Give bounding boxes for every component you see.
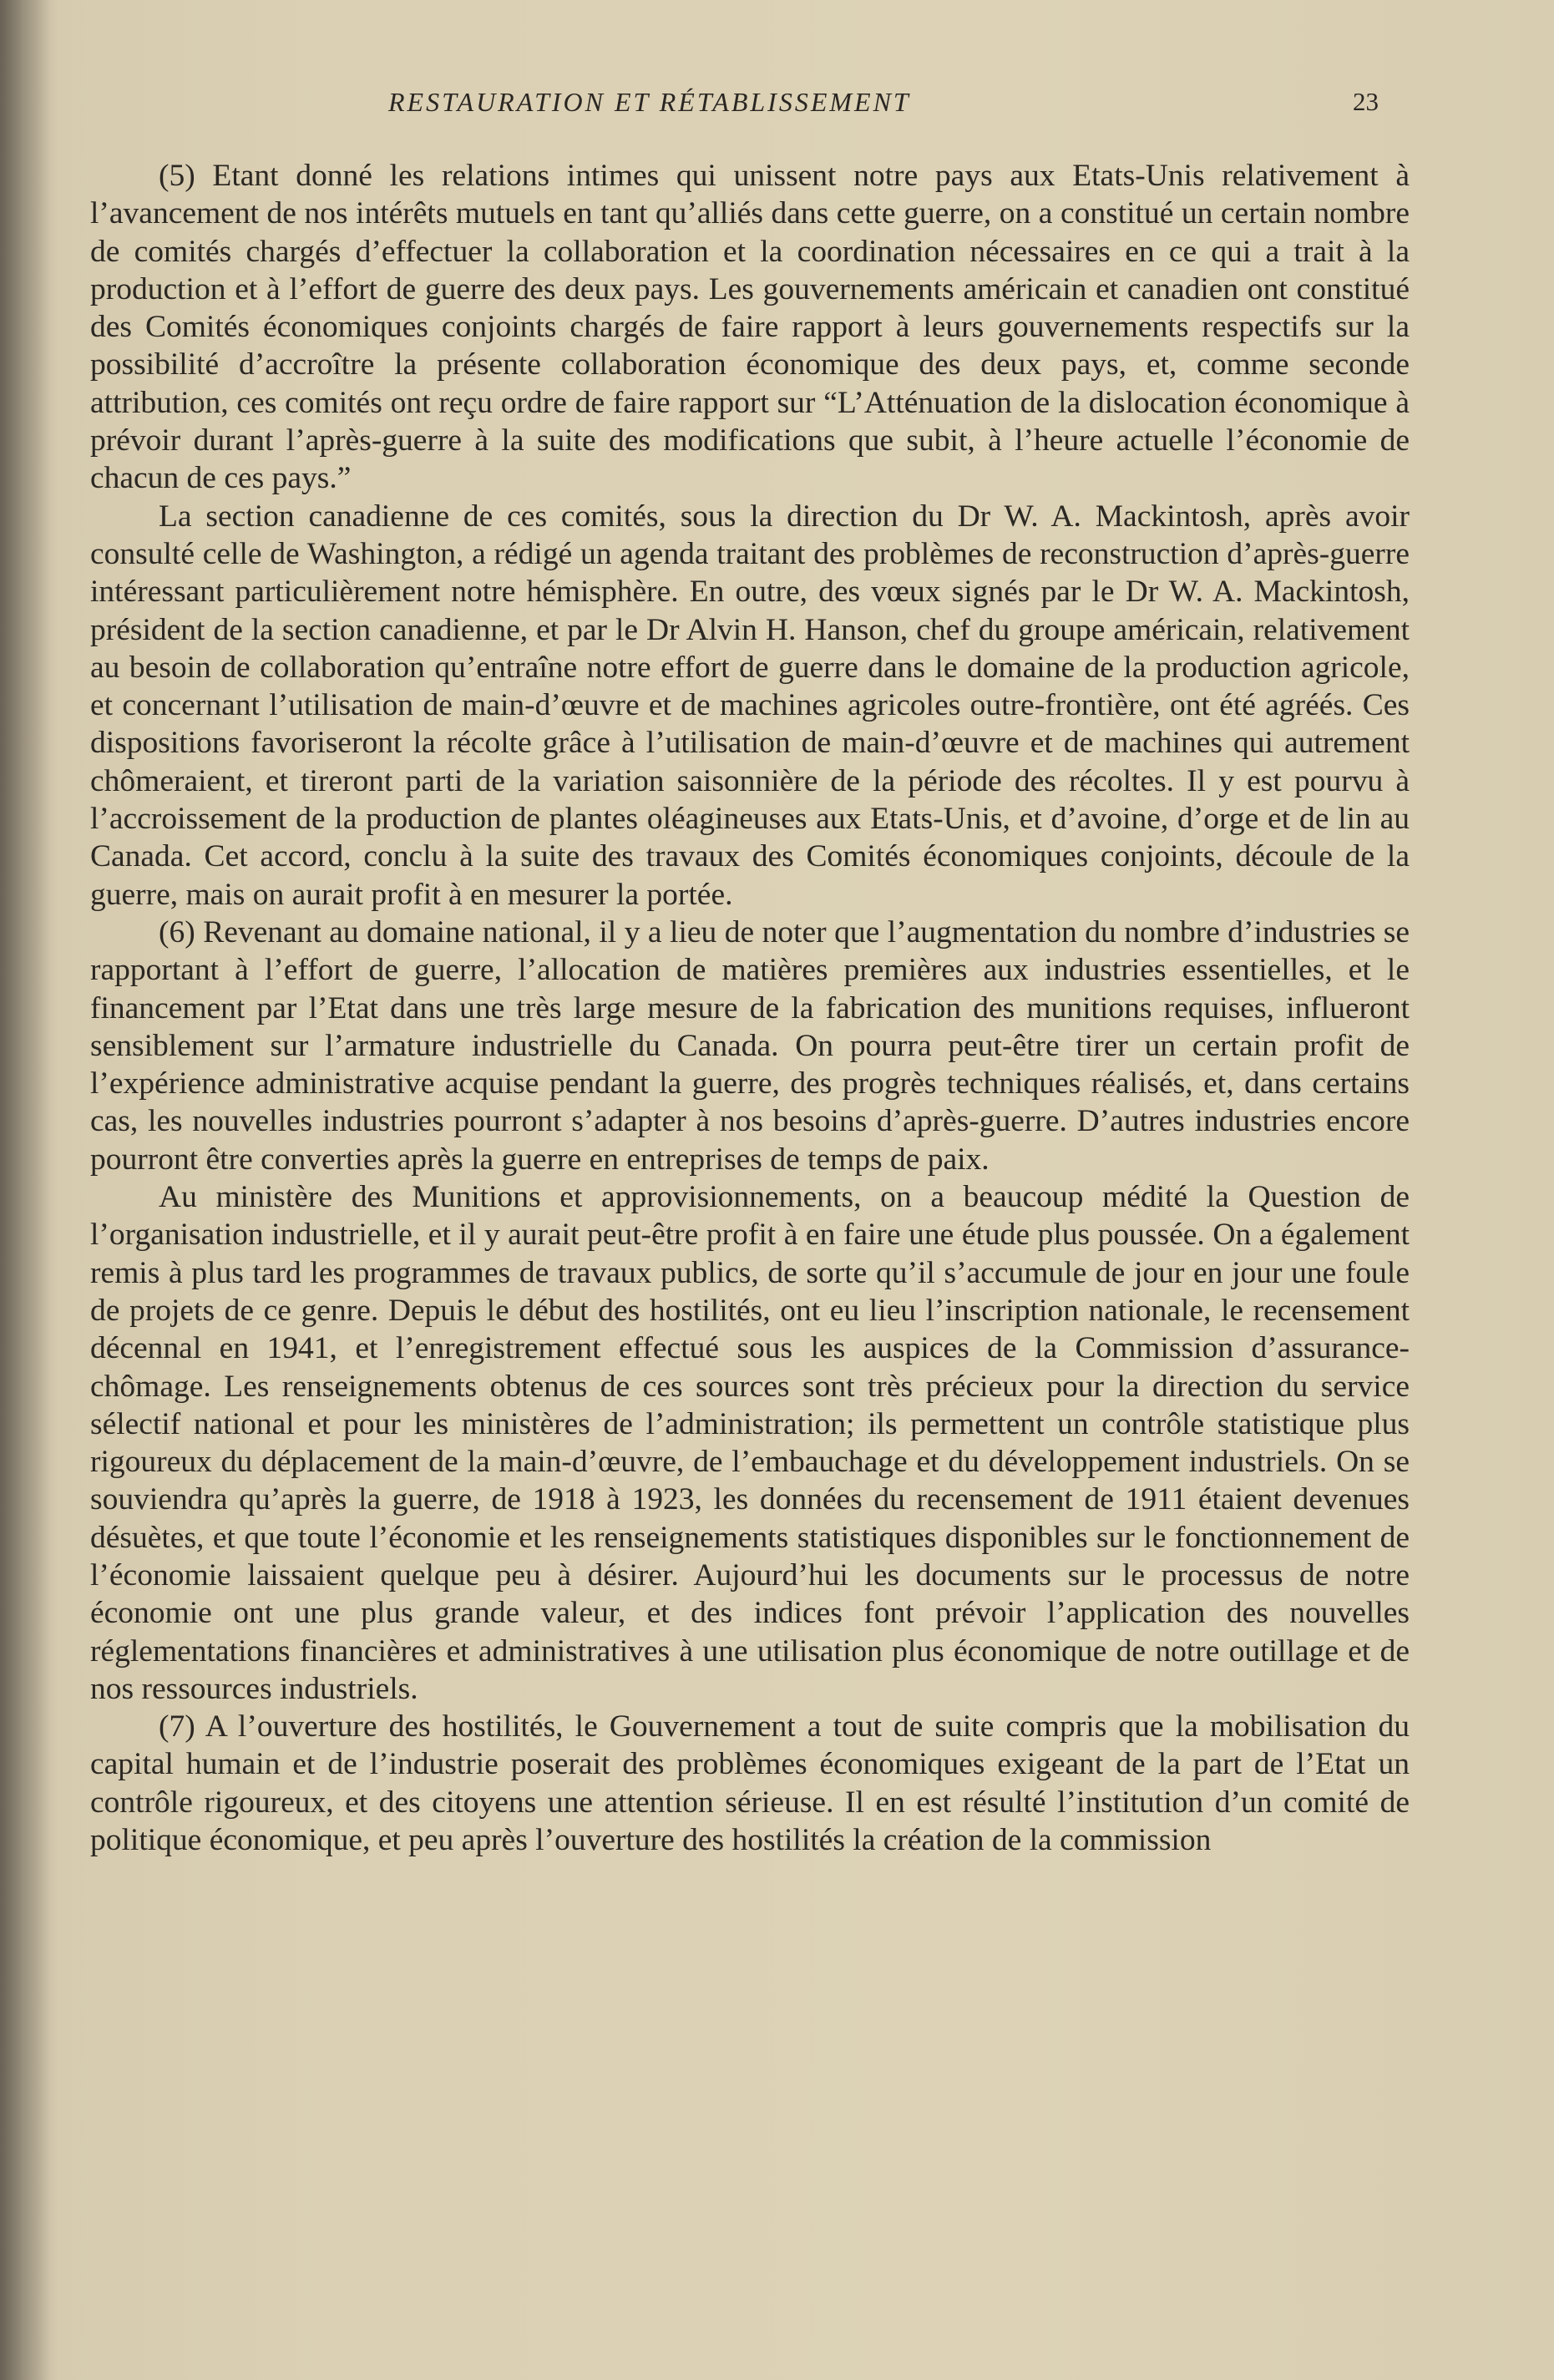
page-number: 23 <box>1353 87 1379 116</box>
paragraph-5-continued: La section canadienne de ces comités, sous la direction du Dr W. A. Mackintosh, après avoir consulté celle de Washington, a rédigé un agenda traitant des problèmes de reconstruction d’après-guerre intéressant particulièrement notre hémisphère. En outre, des vœux signés par le Dr W. A. Mackintosh, président de la section canadienne, et par le Dr Alvin H. Hanson, chef du groupe américain, relativement au besoin de collaboration qu’entraîne notre effort de guerre dans le domaine de la production agricole, et concernant l’utilisation de main-d’œuvre et de machines agricoles outre-frontière, ont été agréés. Ces dispositions favoriseront la récolte grâce à l’utilisation de main-d’œuvre et de machines qui autrement chômeraient, et tireront parti de la variation saisonnière de la période des récoltes. Il y est pourvu à l’accroissement de la production de plantes oléagineuses aux Etats-Unis, et d’avoine, d’orge et de lin au Canada. Cet accord, conclu à la suite des travaux des Comités économiques conjoints, découle de la guerre, mais on aurait profit à en mesurer la portée. <box>90 499 1410 912</box>
paragraph-7: (7) A l’ouverture des hostilités, le Gouvernement a tout de suite compris que la mobilisation du capital humain et de l’industrie poserait des problèmes économiques exigeant de la part de l’Etat un contrôle rigoureux, et des citoyens une attention sérieuse. Il en est résulté l’institution d’un comité de politique économique, et peu après l’ouverture des hostilités la création de la commission <box>90 1709 1410 1858</box>
paragraph-6: (6) Revenant au domaine national, il y a lieu de noter que l’augmentation du nombre d’industries se rapportant à l’effort de guerre, l’allocation de matières premières aux industries essentielles, et le financement par l’Etat dans une très large mesure de la fabrication des munitions requises, influeront sensiblement sur l’armature industrielle du Canada. On pourra peut-être tirer un certain profit de l’expérience administrative acquise pendant la guerre, des progrès techniques réalisés, et, dans certains cas, les nouvelles industries pourront s’adapter à nos besoins d’après-guerre. D’autres industries encore pourront être converties après la guerre en entreprises de temps de paix. <box>90 914 1410 1177</box>
binding-shadow <box>0 0 50 2380</box>
paragraph-5: (5) Etant donné les relations intimes qui unissent notre pays aux Etats-Unis relativement à l’avancement de nos intérêts mutuels en tant qu’alliés dans cette guerre, on a constitué un certain nombre de comités chargés d’effectuer la collaboration et la coordination nécessaires en ce qui a trait à la production et à l’effort de guerre des deux pays. Les gouvernements américain et canadien ont constitué des Comités économiques conjoints chargés de faire rapport à leurs gouvernements respectifs sur la possibilité d’accroître la présente collaboration économique des deux pays, et, comme seconde attribution, ces comités ont reçu ordre de faire rapport sur “L’Atténuation de la dislocation économique à prévoir durant l’après-guerre à la suite des modifications que subit, à l’heure actuelle l’économie de chacun de ces pays.” <box>90 159 1410 496</box>
body-text <box>90 157 1410 1859</box>
running-title: RESTAURATION ET RÉTABLISSEMENT <box>388 87 911 117</box>
page-header <box>0 87 1554 129</box>
paragraph-6-continued: Au ministère des Munitions et approvisionnements, on a beaucoup médité la Question de l’organisation industrielle, et il y aurait peut-être profit à en faire une étude plus poussée. On a également remis à plus tard les programmes de travaux publics, de sorte qu’il s’accumule de jour en jour une foule de projets de ce genre. Depuis le début des hostilités, ont eu lieu l’inscription nationale, le recensement décennal en 1941, et l’enregistrement effectué sous les auspices de la Commission d’assurance-chômage. Les renseignements obtenus de ces sources sont très précieux pour la direction du service sélectif national et pour les ministères de l’administration; ils permettent un contrôle statistique plus rigoureux du déplacement de la main-d’œuvre, de l’embauchage et du développement industriels. On se souviendra qu’après la guerre, de 1918 à 1923, les données du recensement de 1911 étaient devenues désuètes, et que toute l’économie et les renseignements statistiques disponibles sur le fonctionnement de l’économie laissaient quelque peu à désirer. Aujourd’hui les documents sur le processus de notre économie ont une plus grande valeur, et des indices font prévoir l’application des nouvelles réglementations financières et administratives à une utilisation plus économique de notre outillage et de nos ressources industriels. <box>90 1180 1410 1706</box>
